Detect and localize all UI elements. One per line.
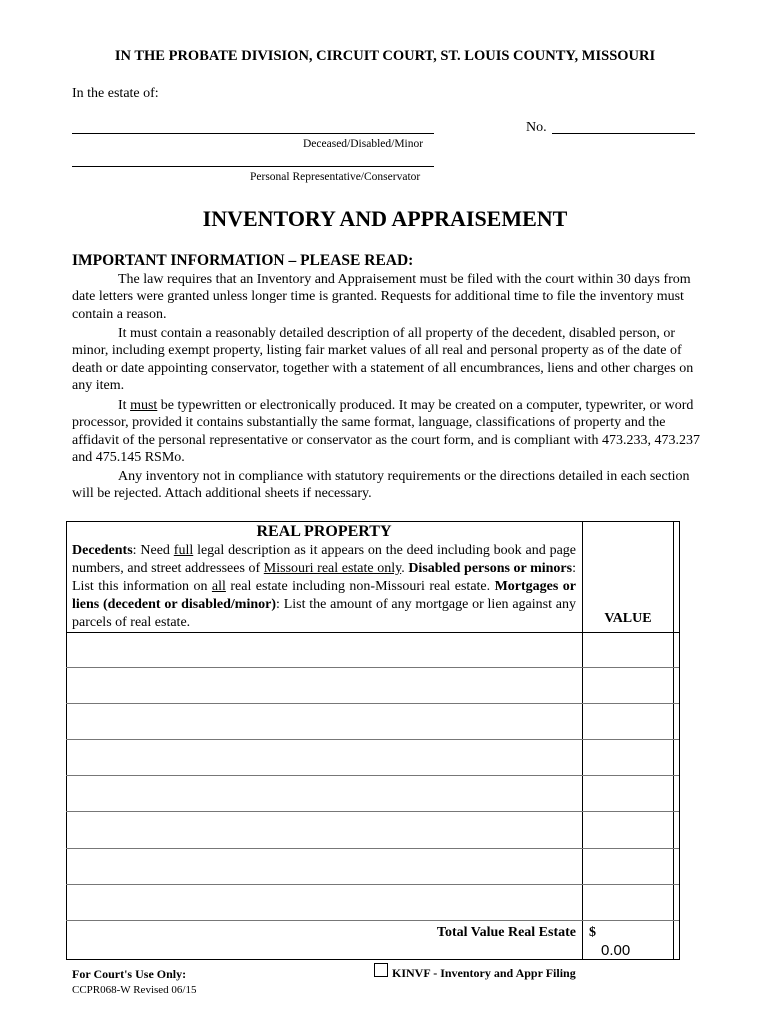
real-property-title: REAL PROPERTY xyxy=(256,523,392,540)
value-column-header: VALUE xyxy=(604,611,652,626)
case-number-label: No. xyxy=(526,120,547,135)
property-value-cell[interactable] xyxy=(583,885,673,920)
row-divider xyxy=(66,920,679,921)
property-description-cell[interactable] xyxy=(67,633,582,667)
currency-symbol: $ xyxy=(589,925,596,940)
property-description-cell[interactable] xyxy=(67,668,582,703)
property-description-cell[interactable] xyxy=(67,704,582,739)
info-paragraph-2: It must contain a reasonably detailed description of all property of the decedent, disabled person, or minor, including exempt property, listing fair market values of all real and personal property as of the date of death or date appointing conservator, together with a statement of all encumbrances, liens and other charges on any item. xyxy=(72,326,694,394)
representative-label: Personal Representative/Conservator xyxy=(250,171,421,183)
property-value-cell[interactable] xyxy=(583,776,673,811)
property-value-cell[interactable] xyxy=(583,849,673,884)
real-property-instructions: Decedents: Need full legal description as it appears on the deed including book and page numbers, and street addressees of Missouri real estate only. Disabled persons or minors: List this information on all real estate including non-Missouri real estate. Mortgages or liens (decedent or disabled/minor): List the amount of any mortgage or lien against any parcels of real estate. xyxy=(72,543,577,630)
property-description-cell[interactable] xyxy=(67,849,582,884)
court-heading: IN THE PROBATE DIVISION, CIRCUIT COURT, ST. LOUIS COUNTY, MISSOURI xyxy=(114,48,656,64)
estate-label: In the estate of: xyxy=(72,86,159,101)
court-use-label: For Court's Use Only: xyxy=(72,967,187,981)
important-info-heading: IMPORTANT INFORMATION – PLEASE READ: xyxy=(72,252,414,269)
property-description-cell[interactable] xyxy=(67,885,582,920)
property-value-cell[interactable] xyxy=(583,633,673,667)
kinvf-checkbox-label: KINVF - Inventory and Appr Filing xyxy=(392,966,576,980)
property-value-cell[interactable] xyxy=(583,668,673,703)
right-column-divider xyxy=(673,521,674,959)
kinvf-checkbox[interactable] xyxy=(374,963,388,977)
info-paragraph-4: Any inventory not in compliance with statutory requirements or the directions detailed in each section will be rejected. Attach additional sheets if necessary. xyxy=(72,469,690,502)
deceased-name-line[interactable] xyxy=(72,133,434,134)
representative-name-line[interactable] xyxy=(72,166,434,167)
property-description-cell[interactable] xyxy=(67,812,582,848)
form-revision: CCPR068-W Revised 06/15 xyxy=(72,984,197,996)
property-value-cell[interactable] xyxy=(583,812,673,848)
info-paragraph-1: The law requires that an Inventory and Appraisement must be filed with the court within 30 days from date letters were granted unless longer time is granted. Requests for additional time to file the inventory must contain a reason. xyxy=(72,272,691,322)
property-description-cell[interactable] xyxy=(67,776,582,811)
property-value-cell[interactable] xyxy=(583,704,673,739)
deceased-label: Deceased/Disabled/Minor xyxy=(303,138,424,150)
property-value-cell[interactable] xyxy=(583,740,673,775)
case-number-field[interactable] xyxy=(552,133,695,134)
property-description-cell[interactable] xyxy=(67,740,582,775)
total-value-label: Total Value Real Estate xyxy=(436,925,576,940)
form-title: INVENTORY AND APPRAISEMENT xyxy=(202,206,568,231)
info-paragraph-3: It must be typewritten or electronically produced. It may be created on a computer, typewriter, or word processor, provided it contains substantially the same format, language, classifications of property and the affidavit of the personal representative or conservator as the court form, and is compliant with 473.233, 473.237 and 475.145 RSMo. xyxy=(72,398,701,466)
total-value-field[interactable]: 0.00 xyxy=(601,942,631,959)
